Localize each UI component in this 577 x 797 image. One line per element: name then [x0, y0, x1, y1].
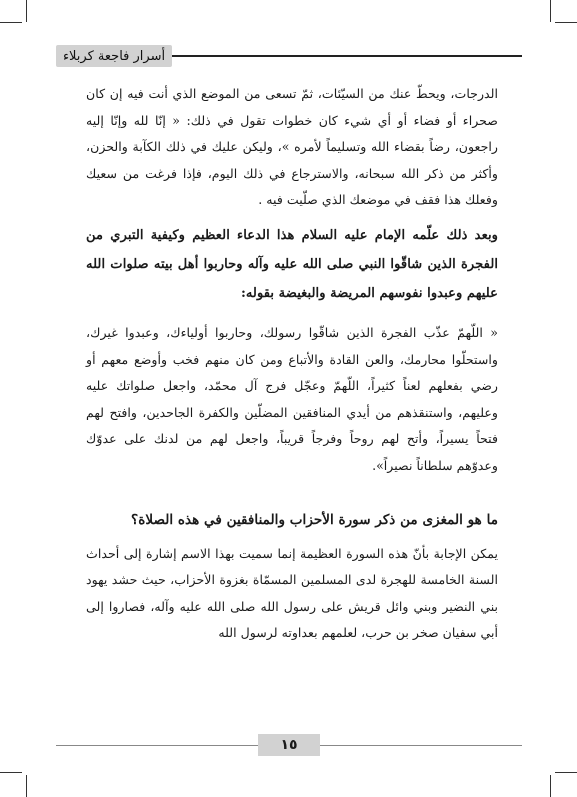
supplication-paragraph: « اللّهمّ عذّب الفجرة الذين شاقّوا رسولك، وحاربوا أولياءك، وعبدوا غيرك، واستحلّوا محارمك، والعن القادة والأتباع ومن كان منهم فخب وأوضع معهم أو رضي بفعلهم لعناً كثيراً، اللّهمّ وعجّل فرج آل محمّد، واجعل صلواتك عليه وعليهم، واستنقذهم من أيدي المنافقين المضلّين والكفرة الجاحدين، وافتح لهم فتحاً يسيراً، وأتح لهم روحاً وفرجاً قريباً، واجعل لهم من لدنك على عدوّك وعدوّهم سلطاناً نصيراً». [86, 324, 498, 473]
crop-mark [26, 0, 27, 22]
page-number: ١٥ [280, 737, 298, 753]
page-body [86, 81, 498, 647]
crop-mark [0, 772, 22, 773]
crop-mark [26, 775, 27, 797]
paragraph-2: وبعد ذلك علّمه الإمام عليه السلام هذا الدعاء العظيم وكيفية التبري من الفجرة الذين شاقّوا النبي صلى الله عليه وآله وحاربوا أهل بيته صلوات الله عليهم وعبدوا نفوسهم المريضة والبغيضة بقوله: [86, 227, 498, 301]
crop-mark [0, 22, 22, 23]
paragraph-4: يمكن الإجابة بأنّ هذه السورة العظيمة إنما سميت بهذا الاسم إشارة إلى أحداث السنة الخامسة للهجرة لدى المسلمين المسمّاة بغزوة الأحزاب، حيث حشد يهود بني النضير وبني وائل قريش على رسول الله صلى الله عليه وآله، فصاروا إلى أبي سفيان صخر بن حرب، لعلمهم بعداوته لرسول الله [86, 545, 498, 641]
crop-mark [550, 0, 551, 22]
crop-mark [555, 772, 577, 773]
running-title: أسرار فاجعة كربلاء [62, 48, 166, 64]
crop-mark [555, 22, 577, 23]
running-header [56, 45, 172, 67]
crop-mark [550, 775, 551, 797]
section-heading: ما هو المغزى من ذكر سورة الأحزاب والمنافقين في هذه الصلاة؟ [131, 511, 498, 528]
page-number-box [258, 734, 320, 756]
paragraph-1: الدرجات، ويحطّ عنك من السيّئات، ثمّ تسعى من الموضع الذي أنت فيه إن كان صحراء أو فضاء أو أي شيء كان خطوات تقول في ذلك: « إنّا لله وإنّا إليه راجعون، رضاً بقضاء الله وتسليماً لأمره »، وليكن عليك في ذلك الكآبة والحزن، وأكثر من ذكر الله سبحانه، والاسترجاع في ذلك اليوم، فإذا فرغت من سعيك وفعلك هذا فقف في موضعك الذي صلّيت فيه . [86, 86, 498, 208]
